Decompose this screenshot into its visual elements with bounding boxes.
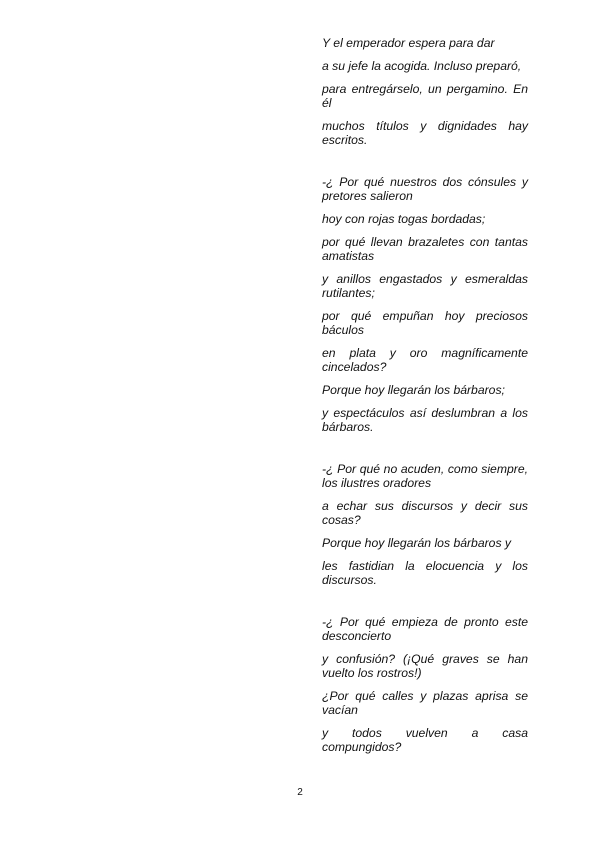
poem-line: ¿Por qué calles y plazas aprisa se vacían: [322, 689, 528, 717]
poem-line: y todos vuelven a casa compungidos?: [322, 726, 528, 754]
poem-line: y confusión? (¡Qué graves se han vuelto los rostros!): [322, 652, 528, 680]
stanza: [322, 175, 528, 434]
poem-line: para entregárselo, un pergamino. En él: [322, 82, 528, 110]
poem-body: [322, 36, 528, 763]
poem-line: hoy con rojas togas bordadas;: [322, 212, 486, 226]
poem-line: Y el emperador espera para dar: [322, 36, 495, 50]
poem-line: Porque hoy llegarán los bárbaros;: [322, 383, 505, 397]
poem-line: -¿ Por qué empieza de pronto este desconcierto: [322, 615, 528, 643]
stanza-gap: [322, 156, 528, 175]
poem-line: y espectáculos así deslumbran a los bárbaros.: [322, 406, 528, 434]
poem-line: Porque hoy llegarán los bárbaros y: [322, 536, 512, 550]
poem-line: y anillos engastados y esmeraldas rutilantes;: [322, 272, 528, 300]
stanza: [322, 615, 528, 754]
stanza: [322, 36, 528, 147]
stanza-gap: [322, 596, 528, 615]
poem-line: -¿ Por qué nuestros dos cónsules y pretores salieron: [322, 175, 528, 203]
poem-line: a echar sus discursos y decir sus cosas?: [322, 499, 528, 527]
poem-line: por qué llevan brazaletes con tantas amatistas: [322, 235, 528, 263]
poem-line: en plata y oro magníficamente cincelados?: [322, 346, 528, 374]
poem-line: a su jefe la acogida. Incluso preparó,: [322, 59, 522, 73]
stanza: [322, 462, 528, 587]
page-number: 2: [297, 787, 303, 798]
poem-line: -¿ Por qué no acuden, como siempre, los ilustres oradores: [322, 462, 528, 490]
stanza-gap: [322, 443, 528, 462]
poem-line: les fastidian la elocuencia y los discursos.: [322, 559, 528, 587]
poem-line: por qué empuñan hoy preciosos báculos: [322, 309, 528, 337]
poem-line: muchos títulos y dignidades hay escritos.: [322, 119, 528, 147]
